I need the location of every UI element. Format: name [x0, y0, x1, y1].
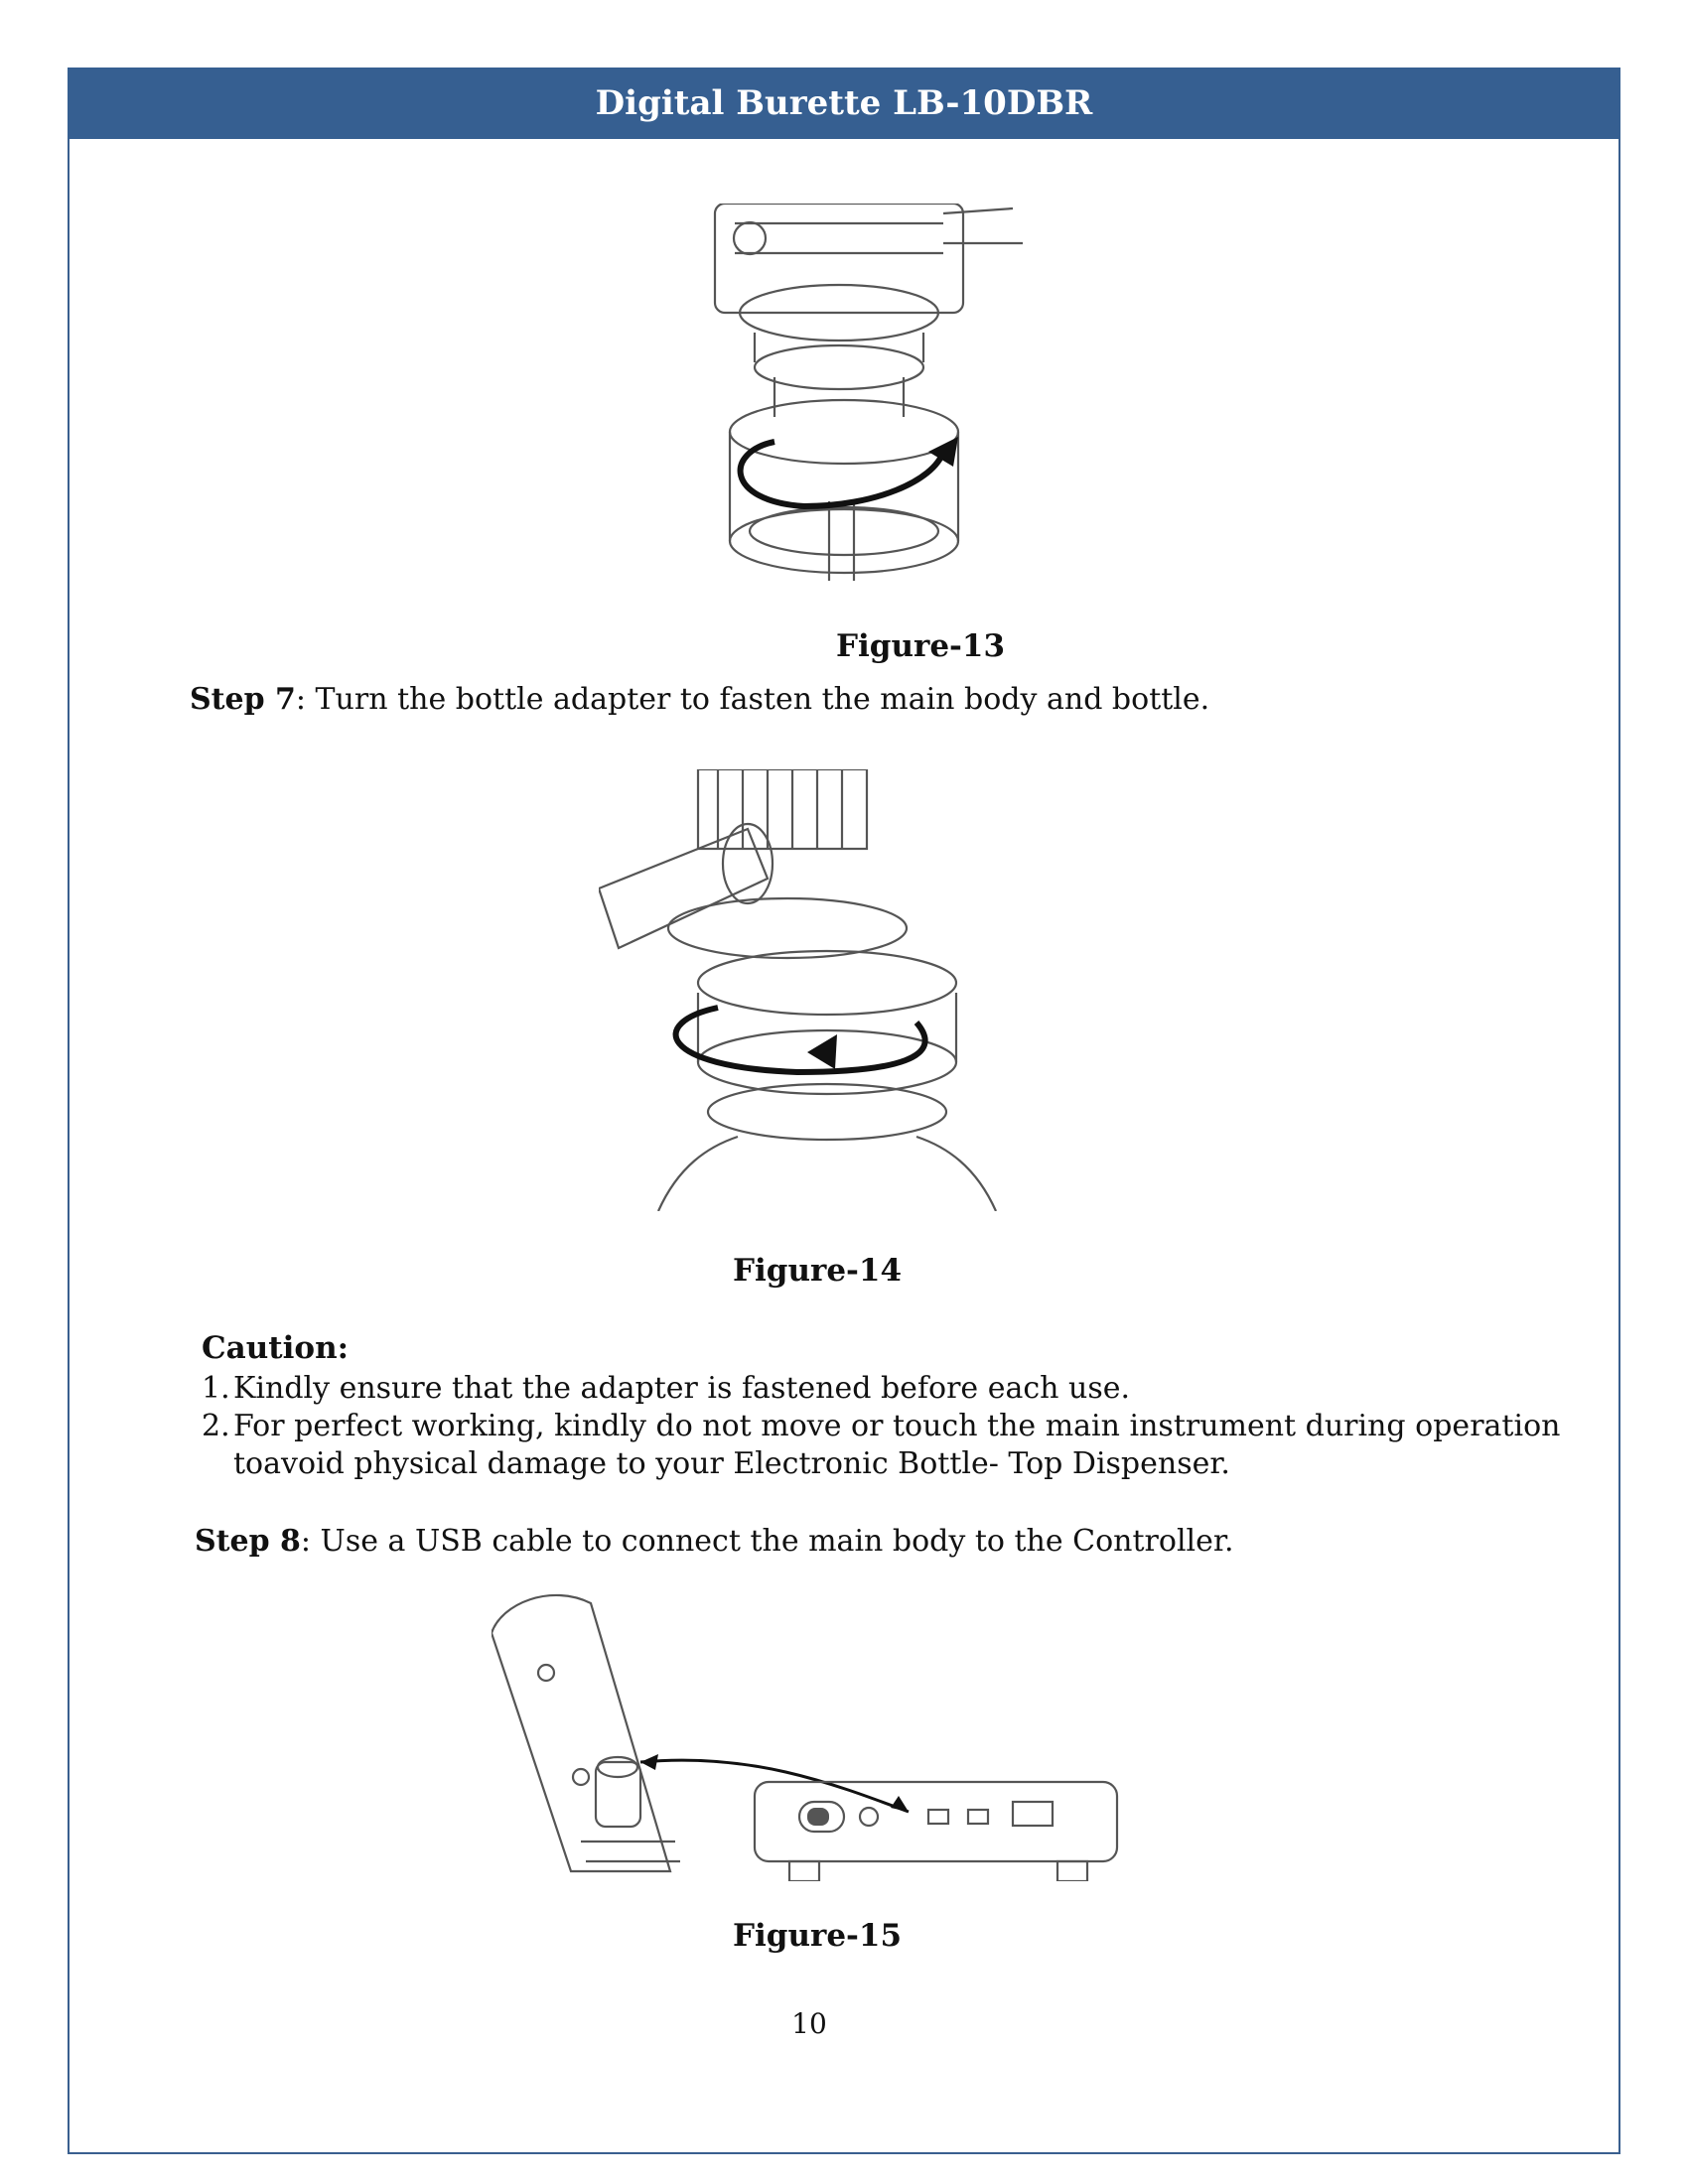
- bottle-adapter-illustration: [695, 204, 1033, 586]
- step-8-instruction: : Use a USB cable to connect the main body to the Controller.: [300, 1524, 1234, 1559]
- figure-14-caption: Figure-14: [733, 1253, 903, 1289]
- page-number: 10: [791, 2007, 827, 2040]
- step-7-instruction: : Turn the bottle adapter to fasten the main body and bottle.: [295, 682, 1210, 717]
- list-item-continuation: toavoid physical damage to your Electronic Bottle- Top Dispenser.: [233, 1446, 1230, 1481]
- figure-15-caption: Figure-15: [733, 1918, 903, 1954]
- list-text: For perfect working, kindly do not move or touch the main instrument during operation: [233, 1409, 1561, 1443]
- list-text: Kindly ensure that the adapter is fastened before each use.: [233, 1371, 1131, 1406]
- page-header: [68, 68, 1620, 139]
- step-8-label: Step 8: [195, 1524, 301, 1559]
- list-number: 2.: [202, 1409, 230, 1443]
- adapter-fasten-illustration: [599, 769, 1016, 1211]
- caution-title: Caution:: [202, 1330, 350, 1366]
- list-item: [202, 1408, 1560, 1445]
- step-7-text: [190, 680, 1209, 720]
- caution-list: [202, 1370, 1560, 1483]
- list-number: 1.: [202, 1371, 230, 1406]
- figure-13-caption: Figure-13: [836, 628, 1006, 664]
- list-item: [202, 1370, 1560, 1408]
- document-title: Digital Burette LB-10DBR: [595, 83, 1093, 123]
- step-8-text: [195, 1522, 1234, 1562]
- step-7-label: Step 7: [190, 682, 296, 717]
- usb-connection-illustration: [492, 1564, 1127, 1881]
